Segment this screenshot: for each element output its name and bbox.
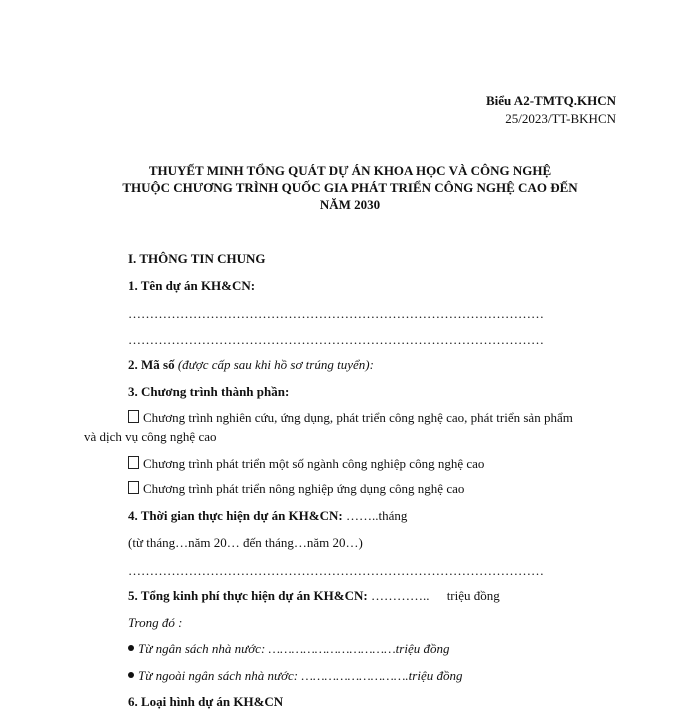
option-3-text: Chương trình phát triển nông nghiệp ứng dụng công nghệ cao (143, 481, 465, 496)
total-budget-label: 5. Tổng kinh phí thực hiện dự án KH&CN: (128, 588, 368, 603)
title-line-2: THUỘC CHƯƠNG TRÌNH QUỐC GIA PHÁT TRIỂN CÔNG NGHỆ CAO ĐẾN (122, 180, 578, 195)
non-state-budget-text: Từ ngoài ngân sách nhà nước: ……………………….triệu đồng (138, 668, 463, 683)
title-line-3: NĂM 2030 (319, 197, 381, 212)
project-code-label: 2. Mã số (128, 357, 175, 372)
project-name-dotline-2[interactable]: …………………………………………………………………………………… (128, 332, 544, 347)
section-heading: I. THÔNG TIN CHUNG (128, 251, 266, 266)
checkbox-option-2[interactable] (128, 456, 139, 469)
project-name-label: 1. Tên dự án KH&CN: (128, 278, 256, 293)
program-option-1-continuation: và dịch vụ công nghệ cao (84, 429, 217, 444)
of-which-label: Trong đó : (128, 615, 183, 630)
program-option-2[interactable] (128, 456, 484, 472)
circular-reference: 25/2023/TT-BKHCN (505, 111, 616, 126)
total-budget-value[interactable]: ………….. (370, 588, 430, 603)
option-2-text: Chương trình phát triển một số ngành công nghiệp công nghệ cao (143, 456, 485, 471)
total-budget-unit: triệu đồng (446, 588, 500, 603)
checkbox-option-1[interactable] (128, 410, 139, 423)
title-line-1: THUYẾT MINH TỔNG QUÁT DỰ ÁN KHOA HỌC VÀ CÔNG NGHỆ (148, 163, 552, 178)
state-budget-row[interactable] (128, 641, 449, 657)
component-program-label: 3. Chương trình thành phần: (128, 384, 290, 399)
state-budget-text: Từ ngân sách nhà nước: ……………………………triệu đồng (138, 641, 450, 656)
duration-row (128, 508, 407, 524)
option-1-text: Chương trình nghiên cứu, ứng dụng, phát triển công nghệ cao, phát triển sản phẩm (143, 410, 573, 425)
form-code: Biểu A2-TMTQ.KHCN (485, 93, 616, 108)
bullet-icon (128, 672, 134, 678)
duration-label: 4. Thời gian thực hiện dự án KH&CN: (128, 508, 343, 523)
non-state-budget-row[interactable] (128, 668, 462, 684)
project-type-label-partial: 6. Loại hình dự án KH&CN (128, 694, 284, 709)
program-option-1[interactable] (128, 410, 573, 426)
duration-value[interactable]: ……..tháng (345, 508, 408, 523)
checkbox-option-3[interactable] (128, 481, 139, 494)
bullet-icon (128, 645, 134, 651)
total-budget-row (128, 588, 500, 604)
duration-range: (từ tháng…năm 20… đến tháng…năm 20…) (128, 535, 363, 550)
program-option-3[interactable] (128, 481, 464, 497)
project-code-note: (được cấp sau khi hồ sơ trúng tuyển): (177, 357, 374, 372)
project-code-row (128, 357, 374, 373)
duration-dotline[interactable]: …………………………………………………………………………………… (128, 563, 544, 578)
project-name-dotline-1[interactable]: …………………………………………………………………………………… (128, 306, 544, 321)
